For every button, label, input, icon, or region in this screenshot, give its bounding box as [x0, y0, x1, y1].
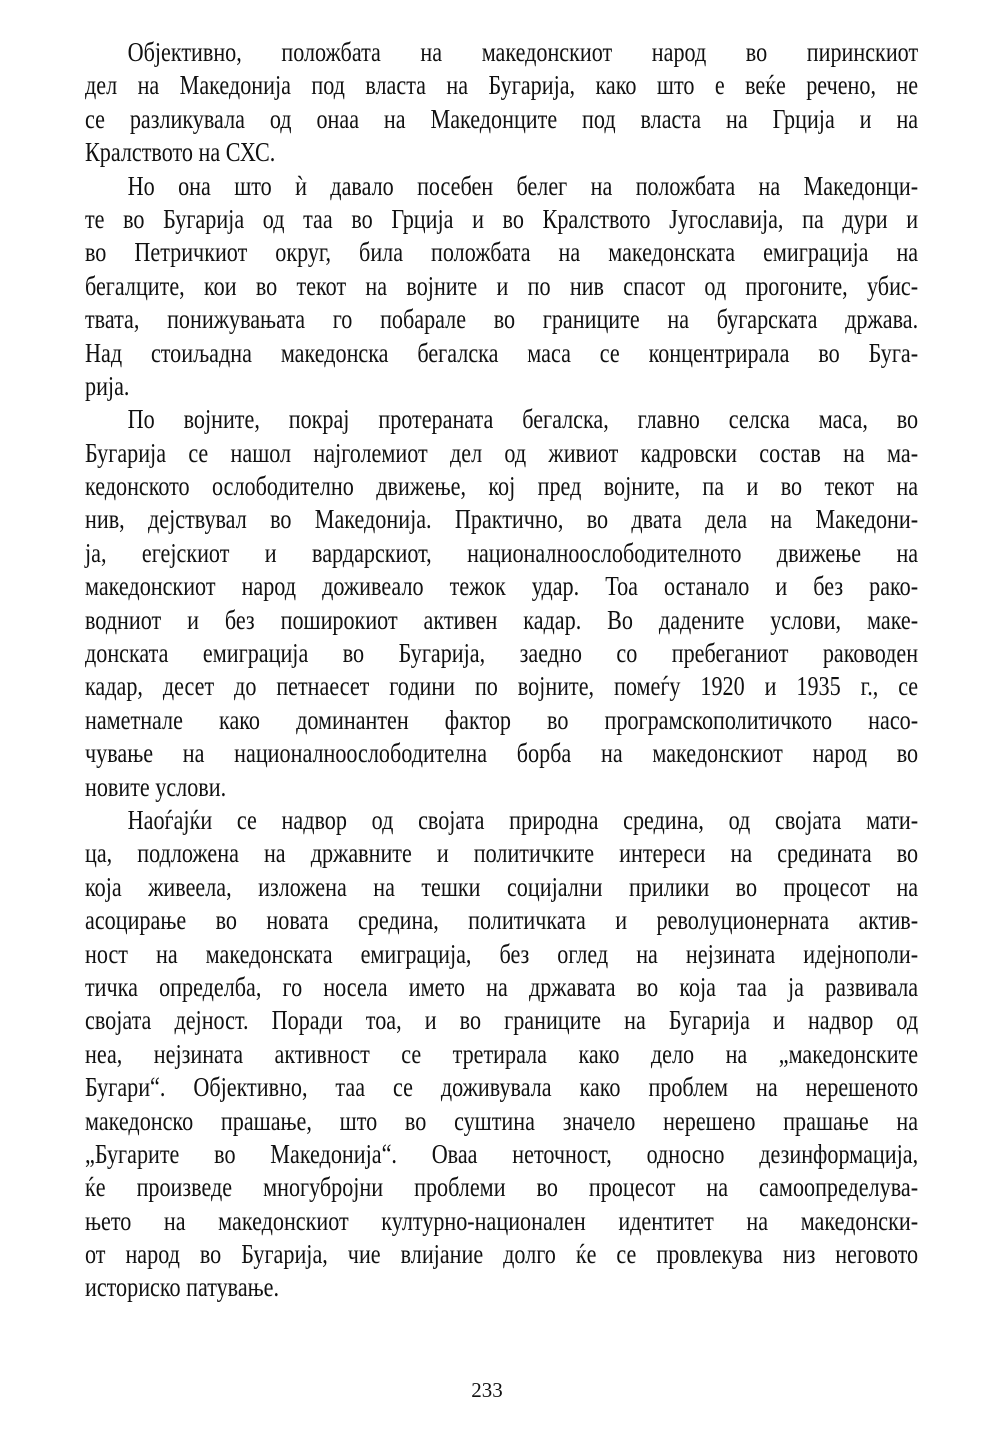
text-line: от народ во Бугарија, чие влијание долго ќе се провлекува низ неговото — [85, 1239, 919, 1270]
text-line: кадар, десет до петнаесет години по војните, помеѓу 1920 и 1935 г., се — [85, 671, 919, 702]
text-line: се разликувала од онаа на Македонците под власта на Грција и на — [85, 103, 919, 134]
text-line: својата дејност. Поради тоа, и во границите на Бугарија и надвор од — [85, 1005, 919, 1036]
text-line: чување на националноослободителна борба на македонскиот народ во — [85, 738, 919, 769]
text-line: неа, нејзината активност се третирала како дело на „македонските — [85, 1038, 919, 1069]
text-line: Наоѓајќи се надвор од својата природна средина, од својата мати- — [127, 804, 919, 835]
text-line: асоцирање во новата средина, политичката и револуционерната актив- — [85, 905, 919, 936]
text-line: водниот и без поширокиот активен кадар. Во дадените услови, маке- — [85, 604, 919, 635]
text-line: тичка определба, го носела името на државата во која таа ја развивала — [85, 971, 919, 1002]
text-line: која живеела, изложена на тешки социјални прилики во процесот на — [85, 871, 919, 902]
text-line: историско патување. — [85, 1272, 280, 1303]
body-text — [85, 36, 918, 1305]
text-line: ќе произведе многубројни проблеми во процесот на самоопределува- — [85, 1172, 919, 1203]
text-line: твата, понижувањата го побарале во границите на бугарската држава. — [85, 304, 919, 335]
text-line: Кралството на СХС. — [85, 137, 276, 168]
text-line: македонско прашање, што во суштина значело нерешено прашање на — [85, 1105, 919, 1136]
text-line: донската емиграција во Бугарија, заедно со пребеганиот раководен — [85, 638, 919, 669]
text-line: дел на Македонија под власта на Бугарија, како што е веќе речено, не — [85, 70, 919, 101]
text-line: Бугарија се нашол најголемиот дел од живиот кадровски состав на ма- — [85, 437, 919, 468]
text-line: По војните, покрај протераната бегалска, главно селска маса, во — [127, 404, 919, 435]
paragraph — [85, 170, 918, 404]
text-line: нив, дејствувал во Македонија. Практично, во двата дела на Македони- — [85, 504, 919, 535]
text-line: „Бугарите во Македонија“. Оваа неточност, односно дезинформација, — [85, 1138, 919, 1169]
page-number: 233 — [471, 1378, 503, 1402]
text-line: те во Бугарија од таа во Грција и во Кралството Југославија, па дури и — [85, 203, 919, 234]
text-line: бегалците, кои во текот на војните и по нив спасот од прогоните, убис- — [85, 270, 919, 301]
text-line: кедонското ослободително движење, кој пред војните, па и во текот на — [85, 471, 919, 502]
text-line: њето на македонскиот културно-национален идентитет на македонски- — [85, 1205, 919, 1236]
text-line: ца, подложена на државните и политичките интереси на средината во — [85, 838, 919, 869]
text-line: рија. — [85, 370, 130, 401]
text-line: македонскиот народ доживеало тежок удар. Тоа останало и без рако- — [85, 571, 919, 602]
text-line: Бугари“. Објективно, таа се доживувала како проблем на нерешеното — [85, 1072, 919, 1103]
paragraph — [85, 36, 918, 170]
text-line: Но она што ѝ давало посебен белег на положбата на Македонци- — [127, 170, 919, 201]
text-line: новите услови. — [85, 771, 227, 802]
text-line: во Петричкиот округ, била положбата на македонската емиграција на — [85, 237, 919, 268]
text-line: наметнале како доминантен фактор во програмскополитичкото насо- — [85, 704, 919, 735]
paragraph — [85, 403, 918, 804]
text-line: ност на македонската емиграција, без оглед на нејзината идејнополи- — [85, 938, 919, 969]
text-line: ја, егејскиот и вардарскиот, националноослободителното движење на — [85, 537, 919, 568]
text-line: Над стоиљадна македонска бегалска маса се концентрирала во Буга- — [85, 337, 919, 368]
paragraph — [85, 804, 918, 1305]
text-line: Објективно, положбата на македонскиот народ во пиринскиот — [127, 37, 919, 67]
